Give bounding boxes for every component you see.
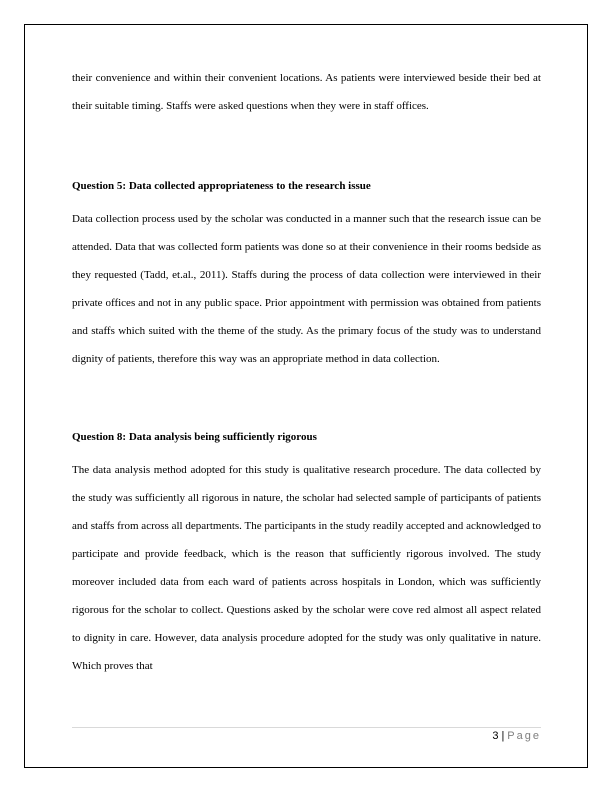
question-8-heading: Question 8: Data analysis being sufficiently rigorous [72, 431, 317, 443]
page-label: Page [507, 730, 541, 742]
question-8-paragraph: The data analysis method adopted for this study is qualitative research procedure. The data collected by the study was sufficiently all rigorous in nature, the scholar had selected sample of participants of patients and staffs from across all departments. The participants in the study readily accepted and acknowledged to participate and provide feedback, which is the reason that sufficiently rigorous involved. The study moreover included data from each ward of patients across hospitals in London, which was sufficiently rigorous for the scholar to collect. Questions asked by the scholar were cove red almost all aspect related to dignity in care. However, data analysis procedure adopted for the study was only qualitative in nature. Which proves that [72, 464, 541, 672]
question-5-paragraph: Data collection process used by the scholar was conducted in a manner such that the research issue can be attended. Data that was collected form patients was done so at their convenience in their rooms bedside as they requested (Tadd, et.al., 2011). Staffs during the process of data collection were interviewed in their private offices and not in any public space. Prior appointment with permission was obtained from patients and staffs which suited with the theme of the study. As the primary focus of the study was to understand dignity of patients, therefore this way was an appropriate method in data collection. [72, 213, 541, 365]
page-footer [72, 729, 541, 743]
footer-divider [72, 727, 541, 728]
intro-paragraph: their convenience and within their convenient locations. As patients were interviewed beside their bed at their suitable timing. Staffs were asked questions when they were in staff offices. [72, 72, 541, 112]
page-number: 3 [492, 730, 499, 742]
question-5-heading: Question 5: Data collected appropriateness to the research issue [72, 180, 371, 192]
footer-separator: | [501, 730, 505, 742]
document-body [72, 64, 541, 680]
